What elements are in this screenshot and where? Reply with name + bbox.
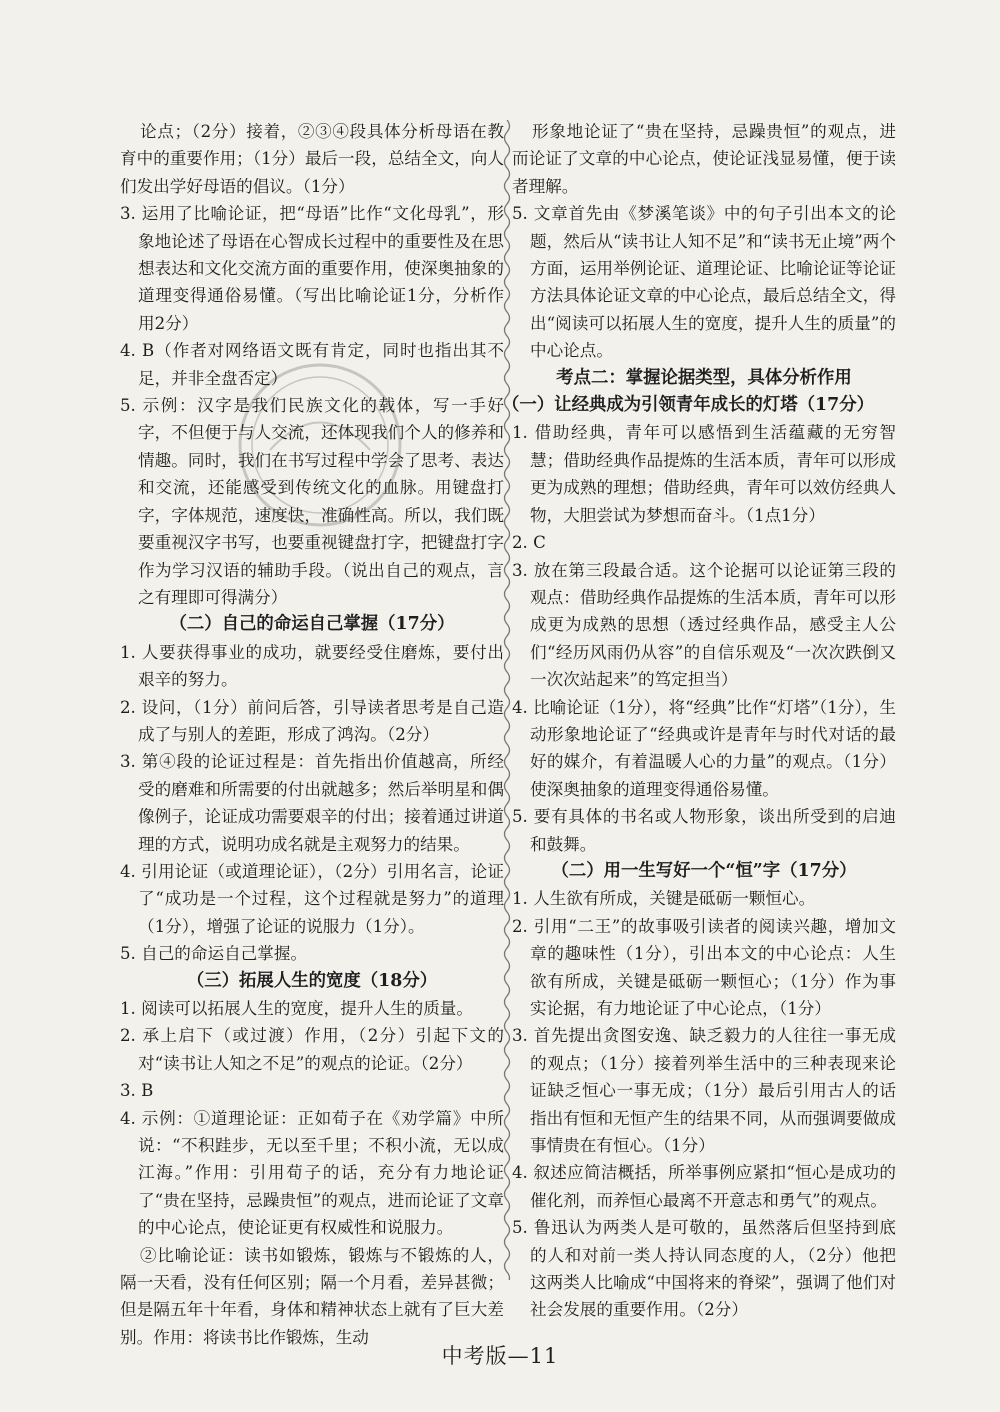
section-heading: （二）自己的命运自己掌握（17分） <box>169 614 455 635</box>
answer-paragraph: 4. B（作者对网络语文既有肯定，同时也指出其不足，并非全盘否定） <box>120 341 504 388</box>
answer-paragraph: 4. 叙述应简洁概括，所举事例应紧扣“恒心是成功的催化剂，而养恒心最离不开意志和勇气”的观点。 <box>512 1163 896 1210</box>
answer-paragraph: 5. 文章首先由《梦溪笔谈》中的句子引出本文的论题，然后从“读书让人知不足”和“读书无止境”两个方面，运用举例论证、道理论证、比喻论证等论证方法具体论证文章的中心论点，最后总结全文，得出“阅读可以拓展人生的宽度，提升人生的质量”的中心论点。 <box>512 204 896 361</box>
answer-paragraph: 论点；（2分）接着，②③④段具体分析母语在教育中的重要作用；（1分）最后一段，总结全文，向人们发出学好母语的倡议。（1分） <box>120 122 504 196</box>
answer-paragraph: 1. 阅读可以拓展人生的宽度，提升人生的质量。 <box>120 999 473 1018</box>
answer-paragraph: 2. 引用“二王”的故事吸引读者的阅读兴趣，增加文章的趣味性（1分），引出本文的中心论点：人生欲有所成，关键是砥砺一颗恒心；（1分）作为事实论据，有力地论证了中心论点，（1分） <box>512 916 896 1018</box>
answer-paragraph: ②比喻论证：读书如锻炼，锻炼与不锻炼的人，隔一天看，没有任何区别；隔一个月看，差异甚微；但是隔五年十年看，身体和精神状态上就有了巨大差别。作用：将读书比作锻炼，生动 <box>120 1245 504 1347</box>
answer-paragraph: 4. 引用论证（或道理论证），（2分）引用名言，论证了“成功是一个过程，这个过程就是努力”的道理（1分），增强了论证的说服力（1分）。 <box>120 861 504 936</box>
answer-paragraph: 2. 承上启下（或过渡）作用，（2分）引起下文的对“读书让人知之不足”的观点的论证。（2分） <box>120 1026 504 1073</box>
answer-paragraph: 1. 人生欲有所成，关键是砥砺一颗恒心。 <box>512 889 816 909</box>
right-column <box>502 118 896 1324</box>
answer-paragraph: 1. 借助经典，青年可以感悟到生活蕴藏的无穷智慧；借助经典作品提炼的生活本质，青年可以形成更为成熟的理想；借助经典，青年可以效仿经典人物，大胆尝试为梦想而奋斗。（1点1分） <box>512 423 896 525</box>
answer-paragraph: 4. 比喻论证（1分），将“经典”比作“灯塔”（1分），生动形象地论证了“经典或许是青年与时代对话的最好的媒介，有着温暖人心的力量”的观点。（1分）使深奥抽象的道理变得通俗易懂。 <box>512 697 896 799</box>
answer-paragraph: 5. 示例：汉字是我们民族文化的载体，写一手好字，不但便于与人交流，还体现我们个人的修养和情趣。同时，我们在书写过程中学会了思考、表达和交流，还能感受到传统文化的血脉。用键盘打字，字体规范，速度快，准确性高。所以，我们既要重视汉字书写，也要重视键盘打字，把键盘打字作为学习汉语的辅助手段。（说出自己的观点，言之有理即可得满分） <box>120 396 504 607</box>
answer-paragraph: 1. 人要获得事业的成功，就要经受住磨炼，要付出艰辛的努力。 <box>120 642 504 690</box>
answer-paragraph: 3. 运用了比喻论证，把“母语”比作“文化母乳”，形象地论述了母语在心智成长过程中的重要性及在思想表达和文化交流方面的重要作用，使深奥抽象的道理变得通俗易懂。（写出比喻论证1分，分析作用2分） <box>120 204 504 333</box>
answer-paragraph: 5. 自己的命运自己掌握。 <box>120 944 308 964</box>
answer-paragraph: 3. 放在第三段最合适。这个论据可以论证第三段的观点：借助经典作品提炼的生活本质，青年可以形成更为成熟的思想（透过经典作品，感受主人公们“经历风雨仍从容”的自信乐观及“一次次跌倒又一次次站起来”的笃定担当） <box>512 560 896 690</box>
answer-paragraph: 5. 鲁迅认为两类人是可敬的，虽然落后但坚持到底的人和对前一类人持认同态度的人，（2分）他把这两类人比喻成“中国将来的脊梁”，强调了他们对社会发展的重要作用。（2分） <box>512 1218 896 1320</box>
section-heading: 考点二：掌握论据类型，具体分析作用 <box>556 367 852 388</box>
section-heading: （一）让经典成为引领青年成长的灯塔（17分） <box>502 395 875 416</box>
answer-paragraph: 2. 设问，（1分）前问后答，引导读者思考是自己造成了与别人的差距，形成了鸿沟。（2分） <box>120 697 504 744</box>
answer-paragraph: 形象地论证了“贵在坚持，忌躁贵恒”的观点，进而论证了文章的中心论点，使论证浅显易懂，便于读者理解。 <box>512 122 896 196</box>
page-number: 中考版—11 <box>441 1344 559 1368</box>
section-heading: （二）用一生写好一个“恒”字（17分） <box>551 860 857 881</box>
answer-paragraph: 3. 首先提出贪图安逸、缺乏毅力的人往往一事无成的观点；（1分）接着列举生活中的三种表现来论证缺乏恒心一事无成；（1分）最后引用古人的话指出有恒和无恒产生的结果不同，从而强调要做成事情贵在有恒心。（1分） <box>512 1026 896 1156</box>
answer-paragraph: 2. C <box>512 533 546 553</box>
answer-paragraph: 3. 第④段的论证过程是：首先指出价值越高，所经受的磨难和所需要的付出就越多；然后举明星和偶像例子，论证成功需要艰辛的付出；接着通过讲道理的方式，说明功成名就是主观努力的结果。 <box>120 752 504 854</box>
answer-paragraph: 3. B <box>120 1081 154 1101</box>
answer-paragraph: 4. 示例：①道理论证：正如荀子在《劝学篇》中所说：“不积跬步，无以至千里；不积小流，无以成江海。”作用：引用荀子的话，充分有力地论证了“贵在坚持，忌躁贵恒”的观点，进而论证了文章的中心论点，使论证更有权威性和说服力。 <box>120 1108 504 1238</box>
section-heading: （三）拓展人生的宽度（18分） <box>186 970 438 991</box>
left-column <box>120 118 504 1351</box>
answer-paragraph: 5. 要有具体的书名或人物形象，谈出所受到的启迪和鼓舞。 <box>512 807 896 854</box>
